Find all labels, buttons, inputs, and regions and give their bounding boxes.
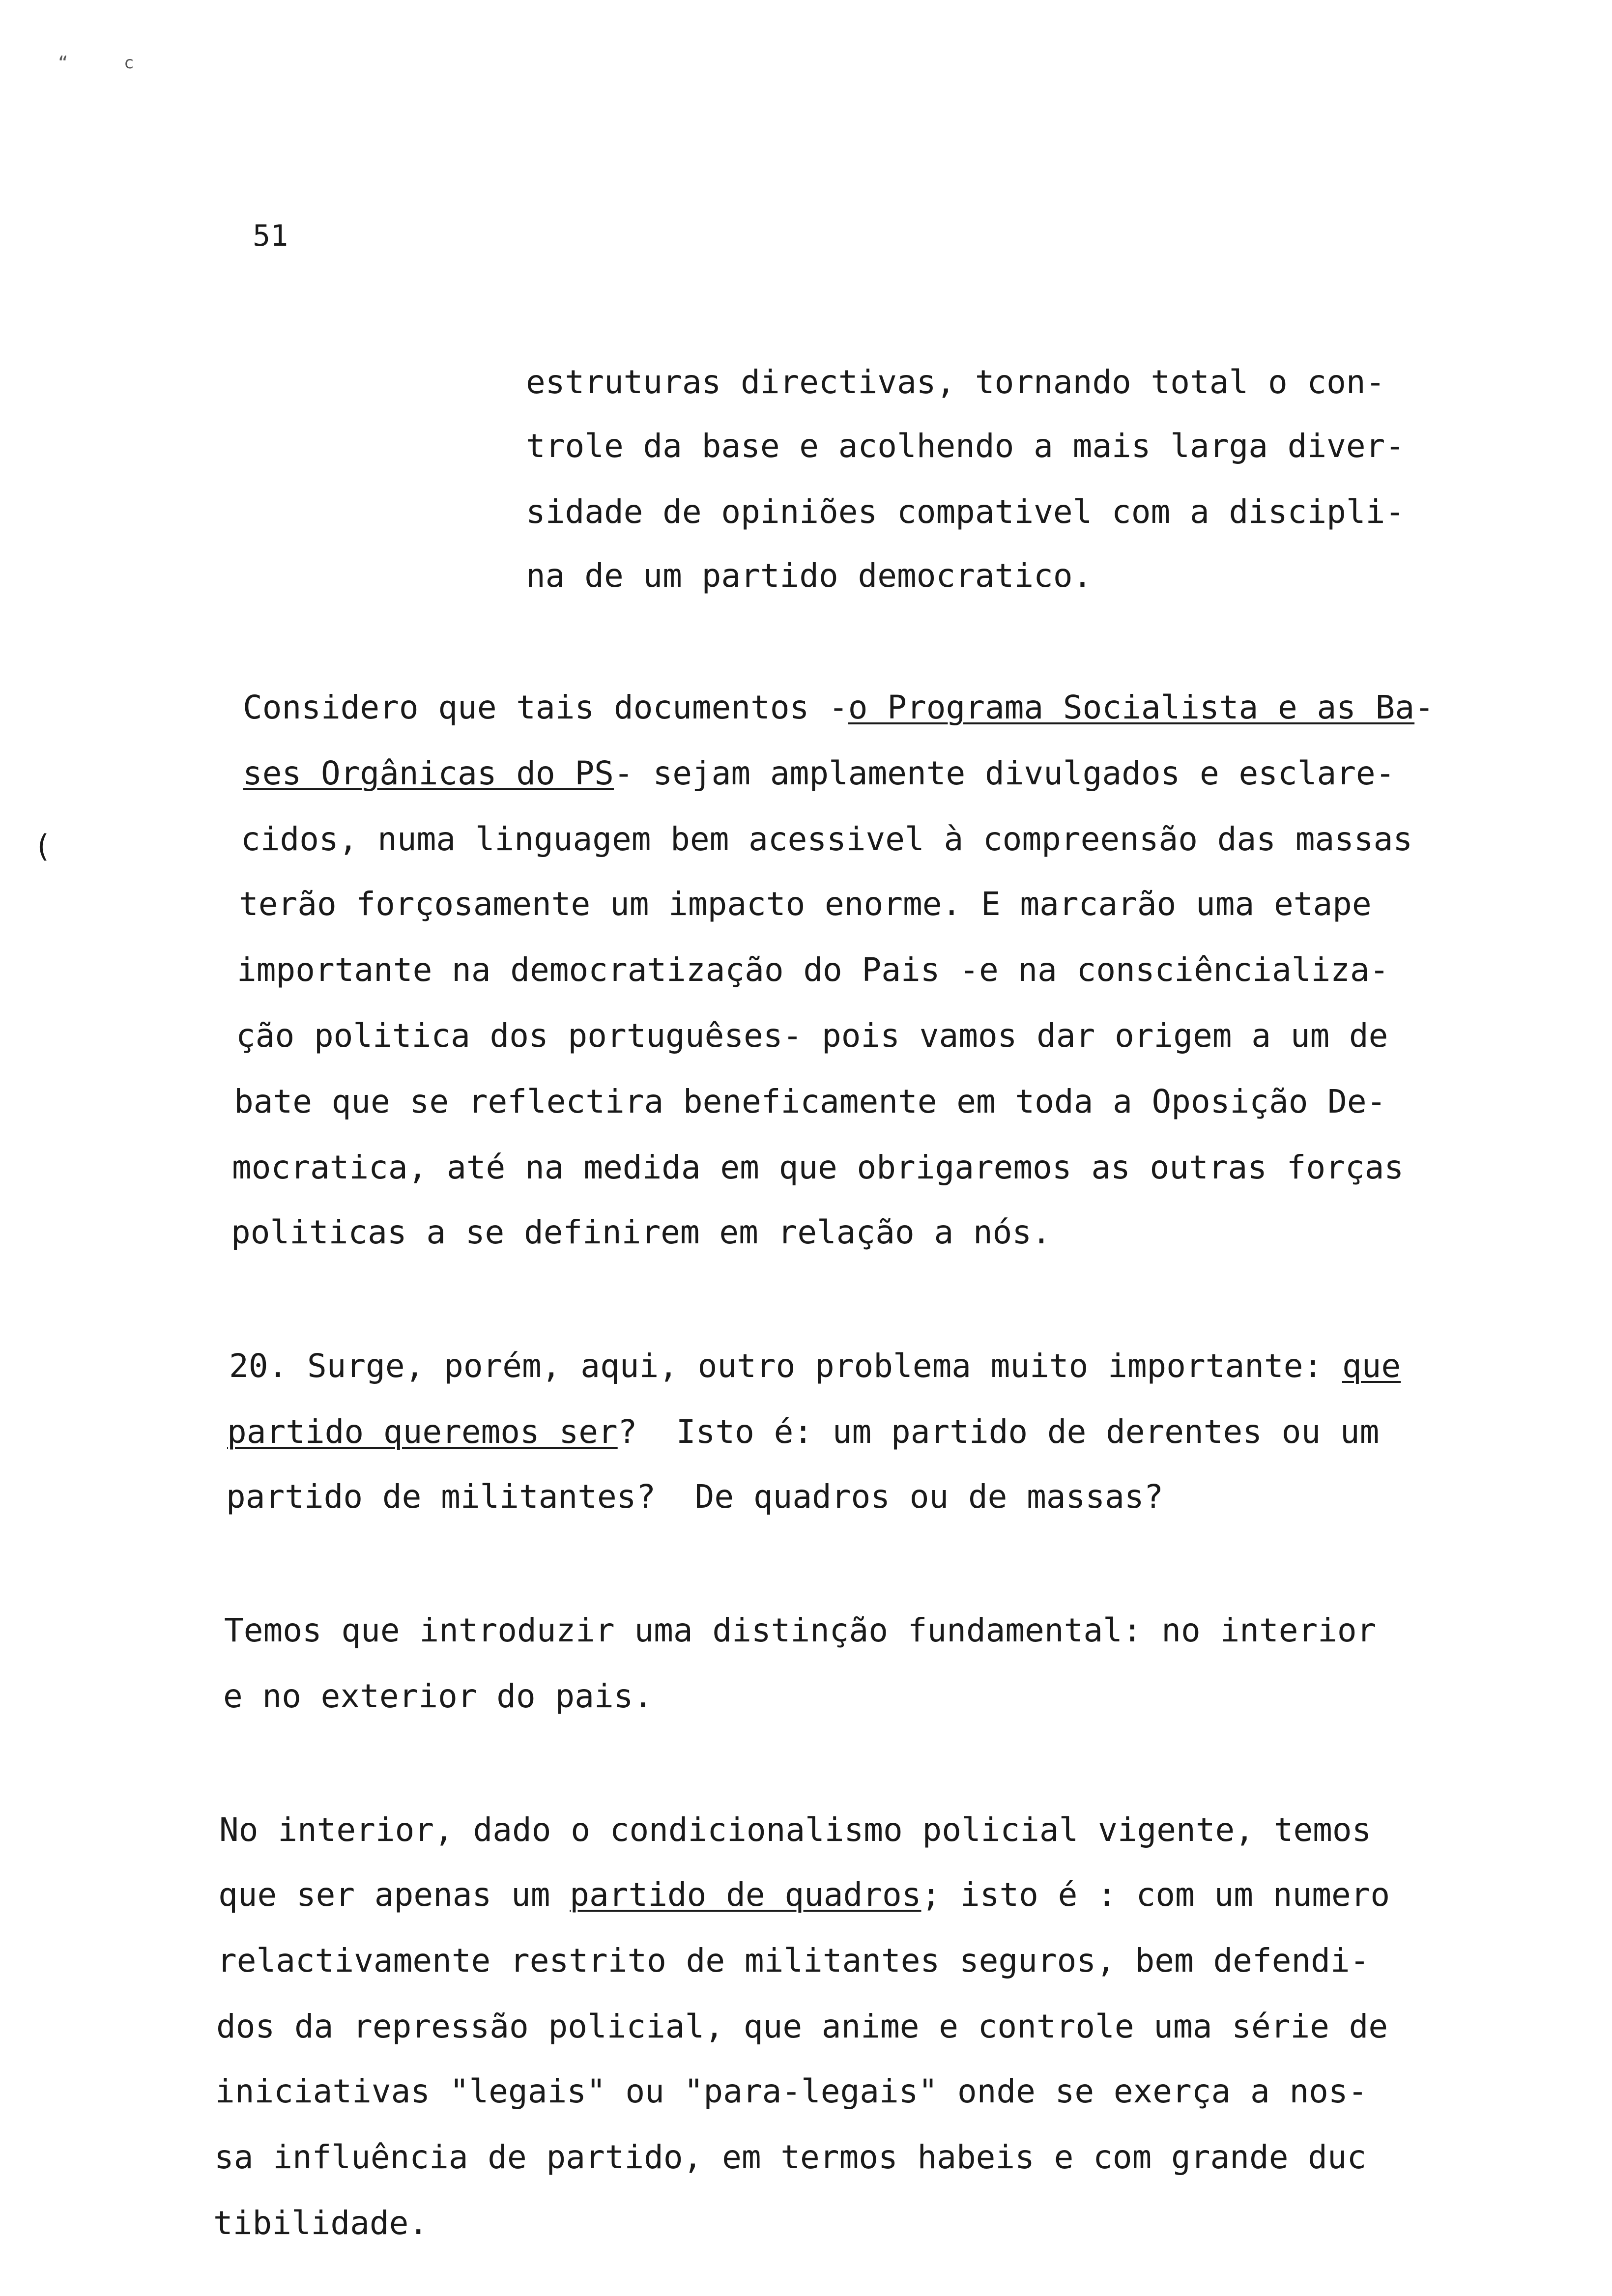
paragraph-5-line-7: tibilidade. <box>213 2204 429 2242</box>
paragraph-3-line-1: 20. Surge, porém, aqui, outro problema muito importante: que <box>229 1347 1401 1385</box>
paragraph-3-line-2: partido queremos ser? Isto é: um partido de derentes ou um <box>227 1413 1380 1451</box>
paragraph-5-line-4: dos da repressão policial, que anime e controle uma série de <box>216 2008 1388 2045</box>
underlined-phrase: partido de quadros <box>570 1876 921 1914</box>
corner-mark-1: “ <box>58 53 68 73</box>
corner-mark-2: c <box>124 53 134 73</box>
paragraph-5-line-3: relactivamente restrito de militantes seguros, bem defendi- <box>217 1942 1370 1980</box>
paragraph-5-line-6: sa influência de partido, em termos habeis e com grande duc <box>214 2138 1367 2176</box>
paragraph-5-line-2: que ser apenas um partido de quadros; isto é : com um numero <box>218 1876 1390 1914</box>
margin-mark: ( <box>33 828 52 864</box>
paragraph-1-line-4: na de um partido democratico. <box>526 557 1093 595</box>
paragraph-4-line-1: Temos que introduzir uma distinção fundamental: no interior <box>224 1611 1377 1649</box>
paragraph-2-line-2: ses Orgânicas do PS- sejam amplamente divulgados e esclare- <box>243 754 1395 792</box>
paragraph-4-line-2: e no exterior do pais. <box>223 1677 653 1715</box>
paragraph-1-line-1: estruturas directivas, tornando total o con- <box>526 363 1385 401</box>
underlined-phrase: que <box>1342 1347 1401 1385</box>
underlined-phrase: partido queremos ser <box>227 1413 618 1451</box>
paragraph-2-line-1: Considero que tais documentos -o Programa Socialista e as Ba- <box>243 689 1434 726</box>
paragraph-2-line-5: importante na democratização do Pais -e na consciêncializa- <box>237 951 1389 989</box>
paragraph-3-line-3: partido de militantes? De quadros ou de massas? <box>226 1478 1164 1516</box>
paragraph-1-line-3: sidade de opiniões compativel com a discipli- <box>526 493 1405 531</box>
paragraph-2-line-3: cidos, numa linguagem bem acessivel à compreensão das massas <box>241 820 1413 858</box>
paragraph-5-line-5: iniciativas "legais" ou "para-legais" onde se exerça a nos- <box>215 2072 1368 2110</box>
paragraph-5-line-1: No interior, dado o condicionalismo policial vigente, temos <box>219 1811 1372 1849</box>
paragraph-2-line-6: ção politica dos portuguêses- pois vamos dar origem a um de <box>236 1017 1388 1055</box>
paragraph-2-line-4: terão forçosamente um impacto enorme. E marcarão uma etape <box>239 885 1372 923</box>
paragraph-2-line-9: politicas a se definirem em relação a nós. <box>231 1213 1051 1251</box>
underlined-phrase: o Programa Socialista e as Ba <box>848 689 1415 726</box>
page-number: 51 <box>253 219 288 253</box>
paragraph-2-line-7: bate que se reflectira beneficamente em toda a Oposição De- <box>234 1083 1386 1120</box>
paragraph-1-line-2: trole da base e acolhendo a mais larga diver- <box>526 427 1405 465</box>
underlined-phrase: ses Orgânicas do PS <box>243 754 614 792</box>
paragraph-2-line-8: mocratica, até na medida em que obrigaremos as outras forças <box>232 1148 1404 1186</box>
